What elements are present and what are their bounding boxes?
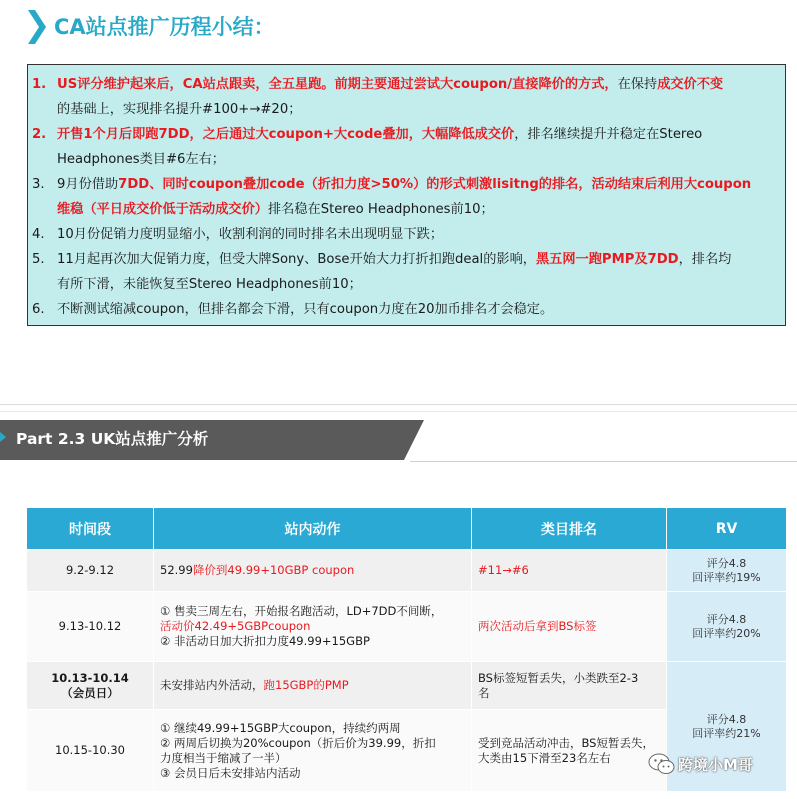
- cell-rv: 评分4.8 回评率约20%: [667, 592, 787, 662]
- cell-period: 9.13-10.12: [27, 592, 154, 662]
- cell-rank: 两次活动后拿到BS标签: [472, 592, 667, 662]
- wechat-icon: [648, 752, 676, 776]
- divider: [0, 404, 797, 405]
- cell-action: ① 售卖三周左右，开始报名跑活动，LD+7DD不间断， 活动价42.49+5GBPcoupon ② 非活动日加大折扣力度49.99+15GBP: [154, 592, 472, 662]
- section-title: Part 2.3 UK站点推广分析: [16, 430, 209, 448]
- page-title: CA站点推广历程小结：: [54, 15, 275, 39]
- cell-action: ① 继续49.99+15GBP大coupon，持续约两周 ② 两周后切换为20%coupon（折后价为39.99，折扣 力度相当于缩减了一半） ③ 会员日后未安排站内活动: [154, 710, 472, 792]
- cell-period: 9.2-9.12: [27, 550, 154, 592]
- cell-rank: 受到竞品活动冲击，BS短暂丢失， 大类由15下滑至23名左右: [472, 710, 667, 792]
- cell-rv: 评分4.8 回评率约19%: [667, 550, 787, 592]
- summary-box: 1. US评分维护起来后，CA站点跟卖，全五星跑。前期主要通过尝试大coupon/直接降价的方式，在保持成交价不变 的基础上，实现排名提升#100+→#20； 2. 开售1个月后即跑7DD，之后通过大coupon+大code叠加，大幅降低成交价，排名继续提升并稳定在Stereo Headphones类目#6左右； 3. 9月份借助7DD、同时coupon叠加code（折扣力度>50%）的形式刺激lisitng的排名，活动结束后利用大coupon 维稳（平日成交价低于活动成交价）排名稳在Stereo Headphones前10； 4. 10月份促销力度明显缩小，收割利润的同时排名未出现明显下跌； 5. 11月起再次加大促销力度，但受大牌Sony、Bose开始大力打折扣跑deal的影响，黑五网一跑PMP及7DD，排名均 有所下滑，未能恢复至Stereo Headphones前10； 6. 不断测试缩减coupon，但排名都会下滑，只有coupon力度在20加币排名才会稳定。: [27, 64, 786, 326]
- cell-rank: BS标签短暂丢失，小类跌至2-3 名: [472, 662, 667, 710]
- column-header-action: 站内动作: [154, 508, 472, 550]
- item-1-highlight: US评分维护起来后，CA站点跟卖，全五星跑。前期主要通过尝试大coupon/直接降价的方式，: [57, 77, 618, 92]
- divider: [410, 461, 797, 462]
- column-header-period: 时间段: [27, 508, 154, 550]
- table-row: [27, 662, 787, 710]
- column-header-rv: RV: [667, 508, 787, 550]
- cell-rv: 评分4.8 回评率约21%: [667, 662, 787, 792]
- promotion-table: [26, 507, 787, 792]
- cell-period: 10.13-10.14 （会员日）: [27, 662, 154, 710]
- cell-action: 52.99降价到49.99+10GBP coupon: [154, 550, 472, 592]
- divider: [0, 411, 797, 412]
- watermark-text: 跨境小M哥: [678, 756, 753, 774]
- table-row: [27, 550, 787, 592]
- column-header-rank: 类目排名: [472, 508, 667, 550]
- cell-action: 未安排站内外活动，跑15GBP的PMP: [154, 662, 472, 710]
- title-arrow-icon: [26, 10, 46, 44]
- cell-rank: #11→#6: [472, 550, 667, 592]
- table-row: [27, 592, 787, 662]
- cell-period: 10.15-10.30: [27, 710, 154, 792]
- table-header-row: [27, 508, 787, 550]
